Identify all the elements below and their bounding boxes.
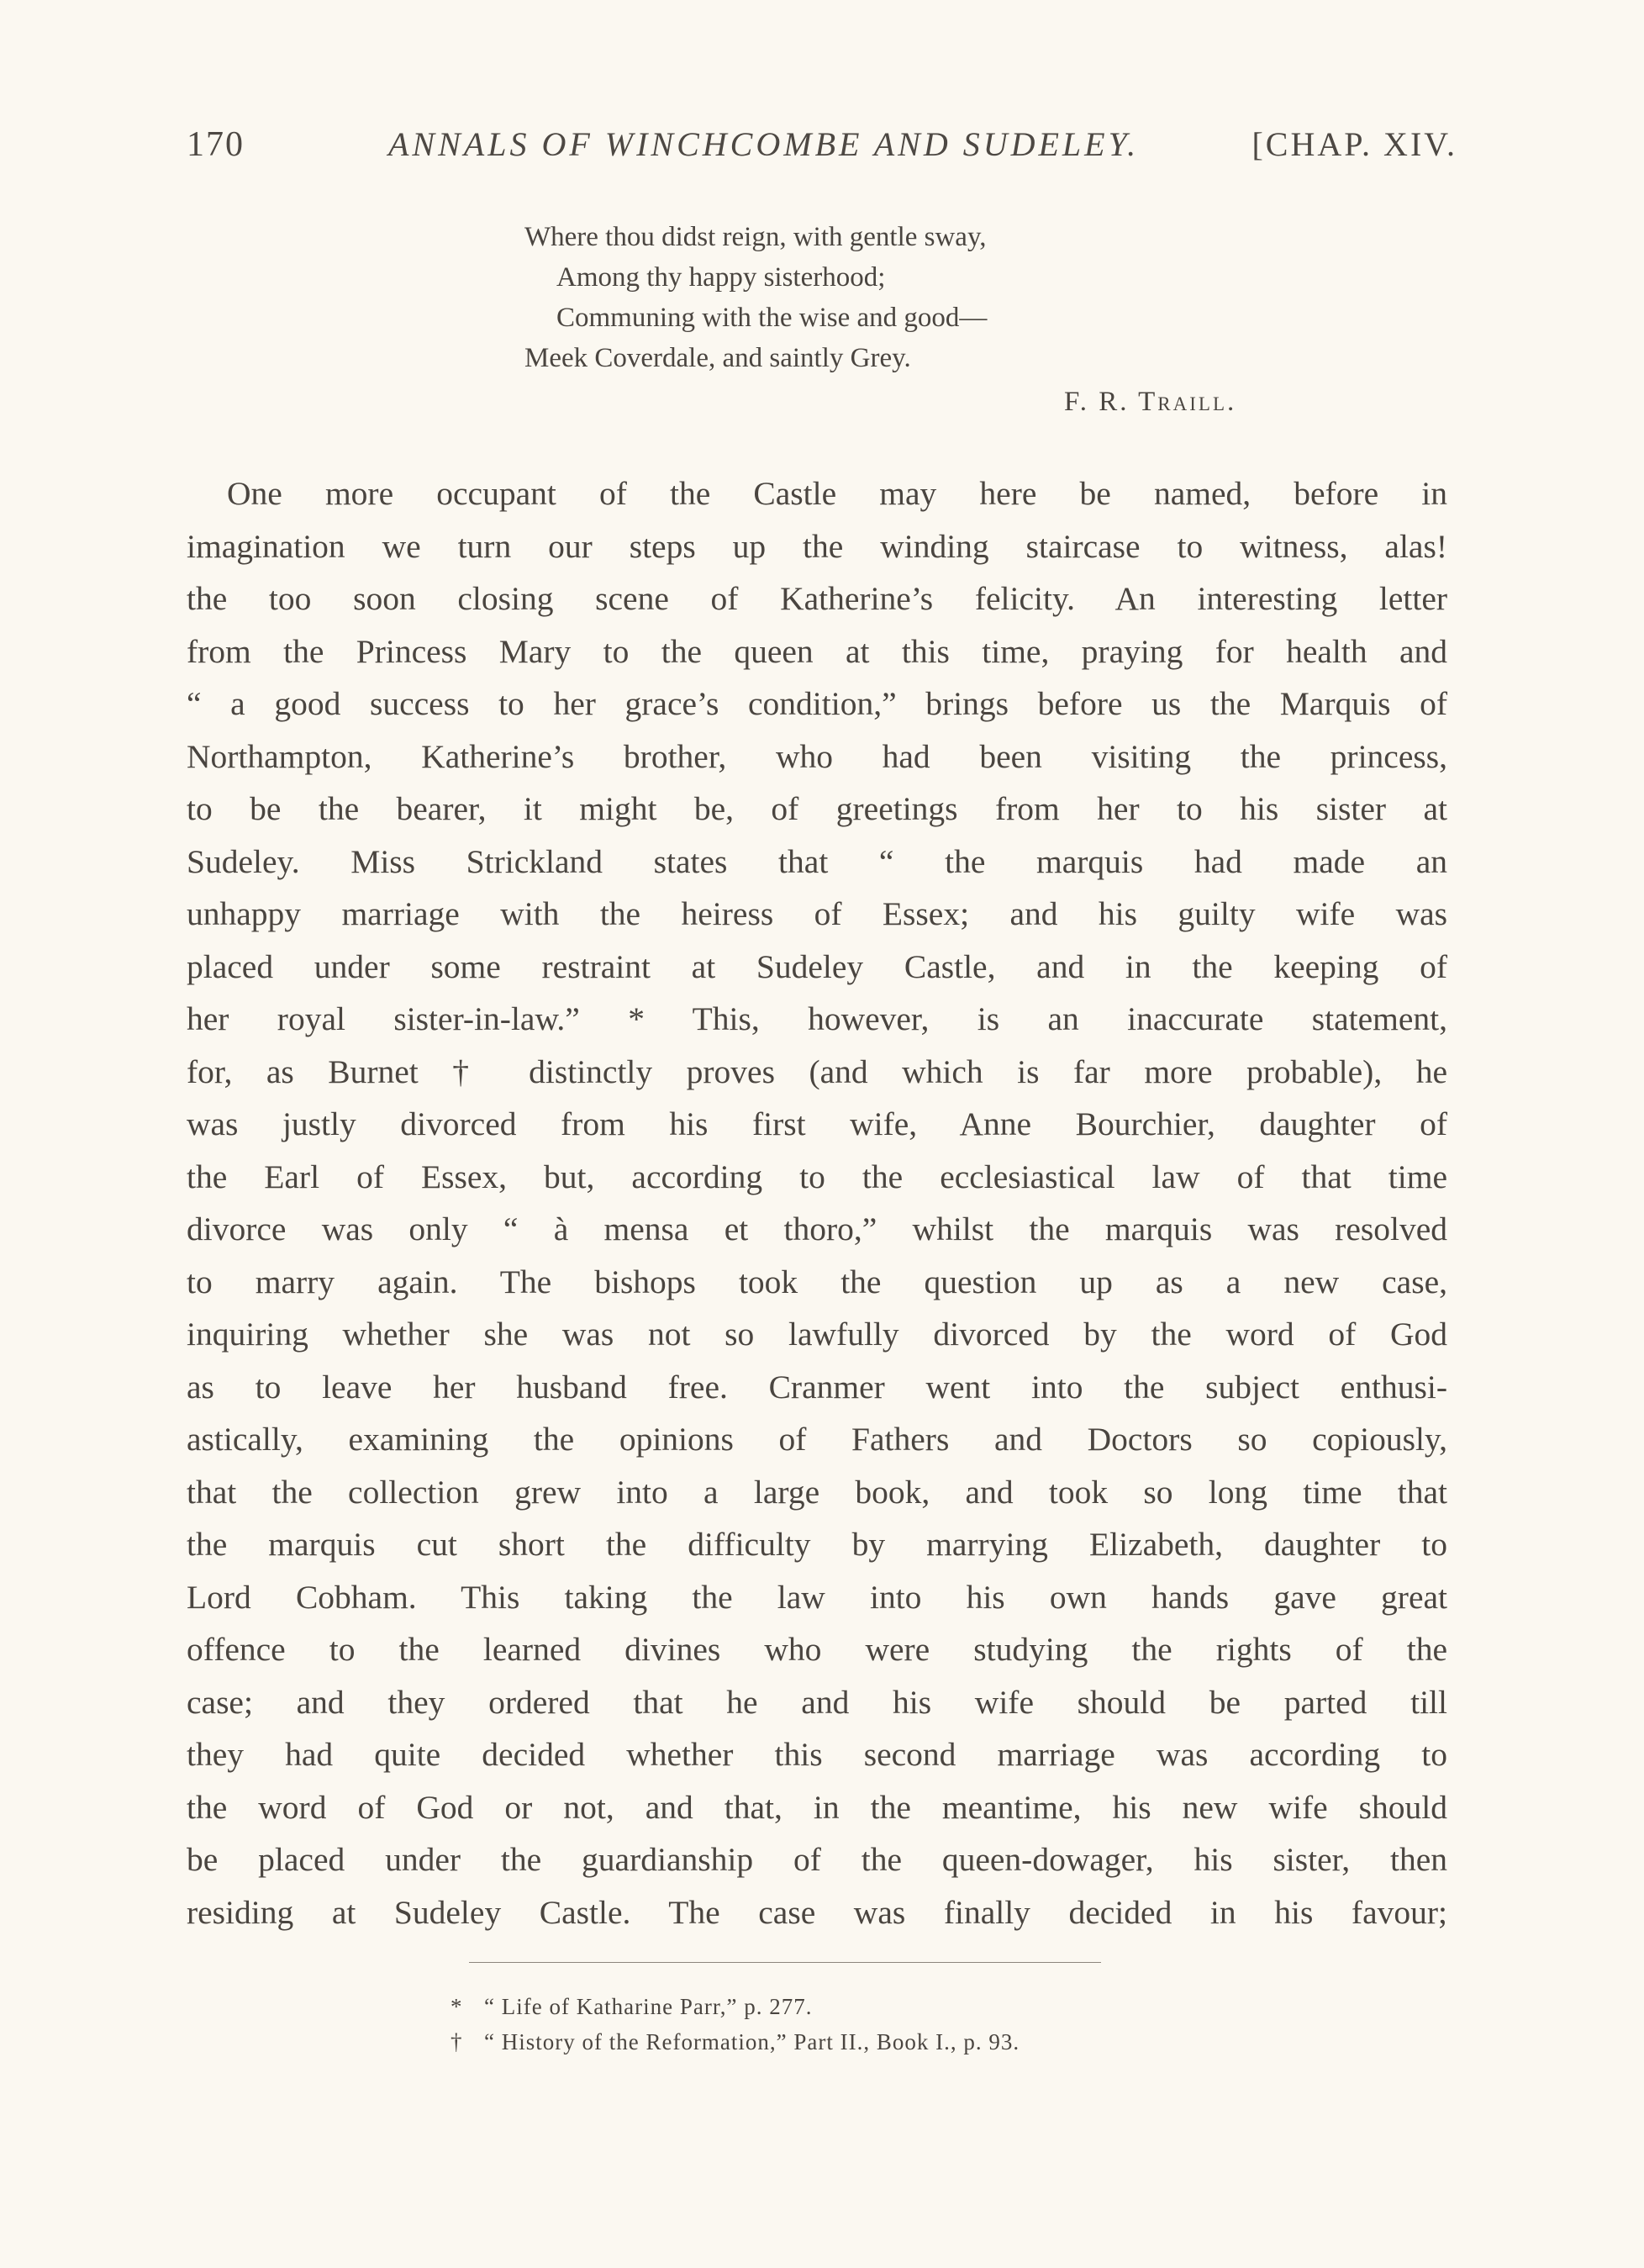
text-line: astically, examining the opinions of Fathers and Doctors so copiously, [187, 1421, 1447, 1458]
text-line: they had quite decided whether this second marriage was according to [187, 1736, 1447, 1773]
footnote-text: “ History of the Reformation,” Part II., Book I., p. 93. [484, 2029, 1020, 2054]
footnote-text: “ Life of Katharine Parr,” p. 277. [484, 1994, 813, 2019]
text-line: offence to the learned divines who were studying the rights of the [187, 1631, 1447, 1668]
footnotes [451, 1989, 1207, 2060]
text-line: Sudeley. Miss Strickland states that “ the marquis had made an [187, 842, 1447, 880]
poem-line: Meek Coverdale, and saintly Grey. [524, 343, 911, 373]
text-line: be placed under the guardianship of the queen-dowager, his sister, then [187, 1841, 1447, 1878]
text-line: “ a good success to her grace’s condition,” brings before us the Marquis of [187, 685, 1447, 722]
text-line: unhappy marriage with the heiress of Essex; and his guilty wife was [187, 895, 1447, 932]
text-line: imagination we turn our steps up the winding staircase to witness, alas! [187, 527, 1447, 565]
text-line: as to leave her husband free. Cranmer went into the subject enthusi- [187, 1368, 1447, 1406]
text-line: for, as Burnet † distinctly proves (and which is far more probable), he [187, 1052, 1447, 1090]
footnote [451, 2024, 1207, 2060]
text-line: her royal sister-in-law.” * This, however, is an inaccurate statement, [187, 1000, 1447, 1037]
text-line: inquiring whether she was not so lawfully divorced by the word of God [187, 1316, 1447, 1353]
text-line: from the Princess Mary to the queen at this time, praying for health and [187, 632, 1447, 670]
text-line: divorce was only “ à mensa et thoro,” whilst the marquis was resolved [187, 1210, 1447, 1247]
page-number: 170 [187, 125, 245, 164]
body-paragraph [187, 467, 1447, 1938]
text-line: to marry again. The bishops took the question up as a new case, [187, 1263, 1447, 1300]
footnote-mark: * [451, 1994, 463, 2019]
poem-line: Communing with the wise and good— [556, 303, 988, 333]
text-line: the too soon closing scene of Katherine’s felicity. An interesting letter [187, 580, 1447, 617]
poem-attribution: F. R. Traill. [1064, 387, 1237, 417]
running-header [187, 124, 1457, 175]
poem-quotation [524, 217, 1281, 422]
text-line: to be the bearer, it might be, of greetings from her to his sister at [187, 790, 1447, 827]
footnote [451, 1989, 1207, 2024]
text-line: the word of God or not, and that, in the meantime, his new wife should [187, 1788, 1447, 1826]
text-line: that the collection grew into a large book, and took so long time that [187, 1473, 1447, 1511]
text-line: case; and they ordered that he and his wife should be parted till [187, 1683, 1447, 1721]
footnote-rule [469, 1962, 1101, 1963]
text-line: the Earl of Essex, but, according to the ecclesiastical law of that time [187, 1158, 1447, 1195]
text-line: residing at Sudeley Castle. The case was finally decided in his favour; [187, 1893, 1447, 1931]
footnote-mark: † [451, 2029, 463, 2054]
poem-line: Among thy happy sisterhood; [556, 262, 886, 293]
running-title: ANNALS OF WINCHCOMBE AND SUDELEY. [388, 125, 1140, 163]
poem-line: Where thou didst reign, with gentle sway, [524, 222, 987, 252]
text-line: Northampton, Katherine’s brother, who had been visiting the princess, [187, 737, 1447, 775]
text-line: was justly divorced from his first wife, Anne Bourchier, daughter of [187, 1105, 1447, 1142]
text-line: placed under some restraint at Sudeley Castle, and in the keeping of [187, 947, 1447, 985]
text-line: One more occupant of the Castle may here be named, before in [227, 475, 1447, 512]
chapter-label: [CHAP. XIV. [1251, 125, 1457, 163]
text-line: the marquis cut short the difficulty by marrying Elizabeth, daughter to [187, 1526, 1447, 1563]
text-line: Lord Cobham. This taking the law into his own hands gave great [187, 1578, 1447, 1616]
